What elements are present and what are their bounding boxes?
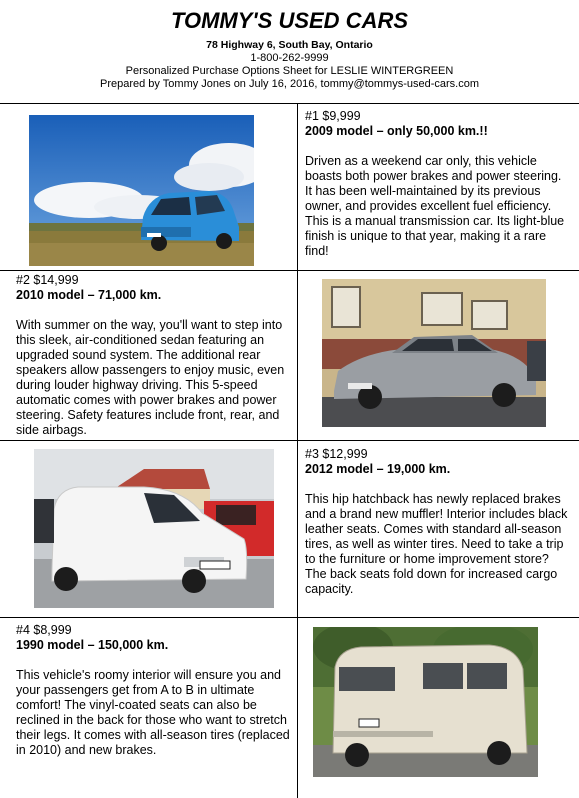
grid-line-top	[0, 103, 579, 104]
customer-name: LESLIE WINTERGREEN	[330, 65, 454, 77]
listing-4-model: 1990 model – 150,000 km.	[16, 638, 169, 652]
dealer-phone: 1-800-262-9999	[250, 52, 329, 64]
listing-2-price: #2 $14,999	[16, 273, 79, 287]
listing-1-text	[305, 109, 570, 259]
page-title: TOMMY'S USED CARS	[170, 8, 409, 33]
listing-4-description: This vehicle's roomy interior will ensure you and your passengers get from A to B in ultimate comfort! The vinyl-coated seats can also be reclined in the back for those who want to stretch their legs. It comes with all-season tires (replaced in 2010) and new brakes.	[16, 668, 290, 757]
listing-3-price: #3 $12,999	[305, 447, 368, 461]
listing-1-model: 2009 model – only 50,000 km.!!	[305, 124, 488, 138]
grid-line-vertical	[297, 103, 298, 798]
prepared-by-line: Prepared by Tommy Jones on July 16, 2016, tommy@tommys-used-cars.com	[100, 78, 479, 90]
listing-1-description: Driven as a weekend car only, this vehicle boasts both power brakes and power steering. It has been well-maintained by its previous owner, and provides excellent fuel efficiency. This is a manual transmission car. Its light-blue finish is unique to that year, making it a rare find!	[305, 154, 565, 258]
sheet-prefix: Personalized Purchase Options Sheet for	[125, 65, 331, 77]
grid-line-row1	[0, 270, 579, 271]
listing-1-price: #1 $9,999	[305, 109, 361, 123]
car-photo-blue-hatchback	[29, 115, 254, 266]
listing-2-text	[16, 273, 294, 438]
listing-3-model: 2012 model – 19,000 km.	[305, 462, 451, 476]
listing-3-text	[305, 447, 570, 597]
car-photo-silver-sedan	[322, 279, 546, 427]
grid-line-row3	[0, 617, 579, 618]
dealer-address: 78 Highway 6, South Bay, Ontario	[206, 39, 373, 51]
listing-4-price: #4 $8,999	[16, 623, 72, 637]
listing-2-description: With summer on the way, you'll want to step into this sleek, air-conditioned sedan featuring an upgraded sound system. The additional rear speakers allow passengers to enjoy music, even during louder highway driving. This 5-speed automatic comes with power brakes and power steering. Safety features include front, rear, and side airbags.	[16, 318, 285, 437]
car-photo-vintage-camper	[313, 627, 538, 777]
listing-2-model: 2010 model – 71,000 km.	[16, 288, 162, 302]
listing-3-description: This hip hatchback has newly replaced brakes and a brand new muffler! Interior includes black leather seats. Comes with standard all-season tires, as well as winter tires. Need to take a trip to the furniture or home improvement store? The back seats fold down for increased cargo capacity.	[305, 492, 568, 596]
sheet-subtitle	[0, 65, 579, 78]
car-photo-white-van	[34, 449, 274, 608]
listing-4-text	[16, 623, 294, 758]
grid-line-row2	[0, 440, 579, 441]
